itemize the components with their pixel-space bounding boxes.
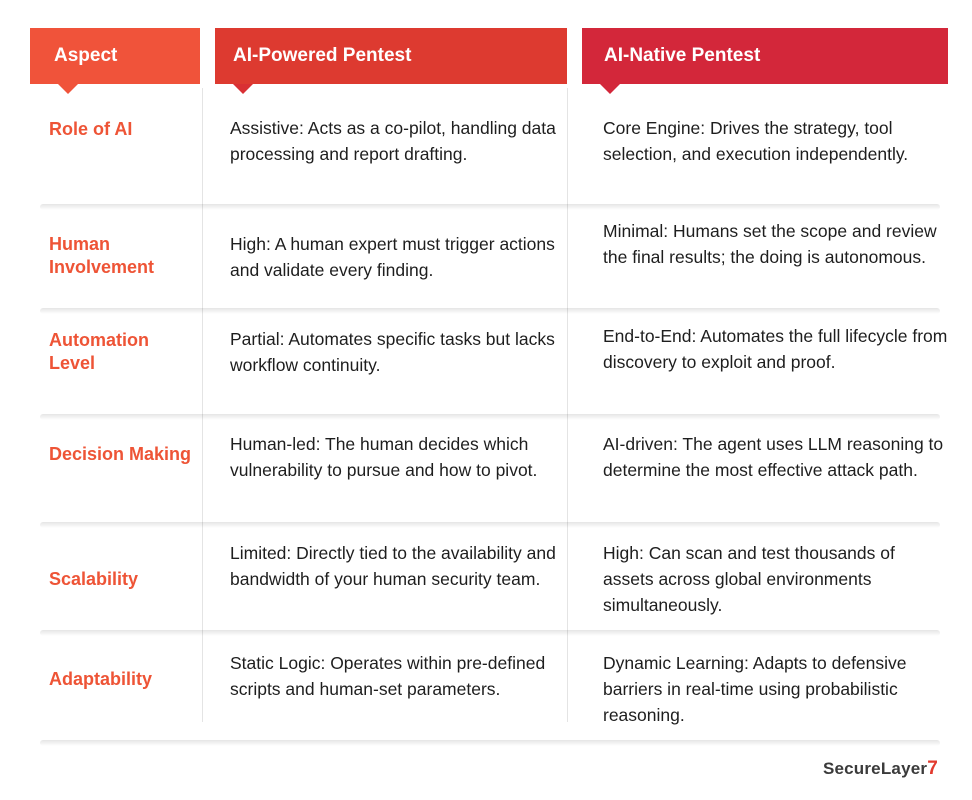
ai-powered-cell: Human-led: The human decides which vulnerability to pursue and how to pivot. bbox=[230, 434, 538, 480]
ai-powered-cell: Static Logic: Operates within pre-defined scripts and human-set parameters. bbox=[230, 653, 546, 699]
header-ai-powered: AI-Powered Pentest bbox=[215, 28, 567, 84]
ai-native-cell: Dynamic Learning: Adapts to defensive barriers in real-time using probabilistic reasoning. bbox=[603, 653, 907, 725]
row-aspect-label: Scalability bbox=[49, 569, 139, 589]
ai-native-cell: Core Engine: Drives the strategy, tool selection, and execution independently. bbox=[603, 118, 909, 164]
row-aspect-label: Automation Level bbox=[49, 330, 149, 373]
column-divider bbox=[202, 88, 203, 722]
brand-name: SecureLayer bbox=[822, 759, 928, 778]
ai-native-cell: AI-driven: The agent uses LLM reasoning to determine the most effective attack path. bbox=[603, 434, 944, 480]
ai-powered-cell: Assistive: Acts as a co-pilot, handling data processing and report drafting. bbox=[230, 118, 556, 164]
header-aspect: Aspect bbox=[30, 28, 200, 84]
row-aspect-label: Role of AI bbox=[49, 119, 133, 139]
row-divider bbox=[40, 308, 940, 314]
row-divider bbox=[40, 204, 940, 210]
ai-powered-cell: High: A human expert must trigger actions and validate every finding. bbox=[230, 234, 555, 280]
ai-powered-cell: Partial: Automates specific tasks but lacks workflow continuity. bbox=[230, 329, 555, 375]
row-aspect-label: Human Involvement bbox=[49, 234, 155, 277]
row-divider bbox=[40, 414, 940, 420]
row-divider bbox=[40, 630, 940, 636]
ai-powered-cell: Limited: Directly tied to the availability and bandwidth of your human security team. bbox=[230, 543, 556, 589]
ai-native-cell: End-to-End: Automates the full lifecycle from discovery to exploit and proof. bbox=[603, 326, 948, 372]
brand-number: 7 bbox=[927, 758, 938, 779]
column-divider bbox=[567, 88, 568, 722]
header-ai-native: AI-Native Pentest bbox=[582, 28, 948, 84]
ai-native-cell: Minimal: Humans set the scope and review the final results; the doing is autonomous. bbox=[603, 221, 937, 267]
row-divider bbox=[40, 522, 940, 528]
row-aspect-label: Adaptability bbox=[49, 669, 153, 689]
ai-native-cell: High: Can scan and test thousands of assets across global environments simultaneously. bbox=[603, 543, 895, 615]
row-divider bbox=[40, 740, 940, 746]
securelayer7-logo bbox=[823, 758, 938, 780]
row-aspect-label: Decision Making bbox=[49, 444, 192, 464]
